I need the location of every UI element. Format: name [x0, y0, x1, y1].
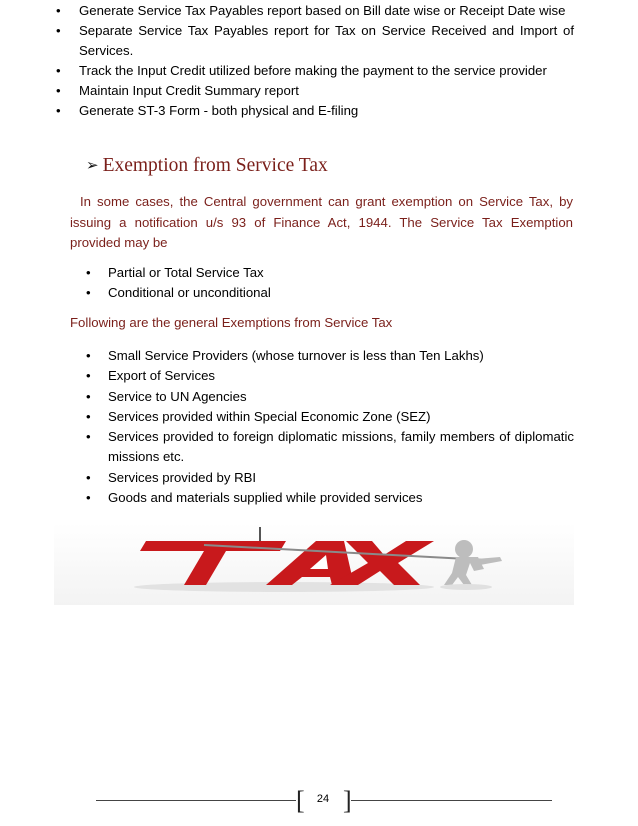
list-item: • Services provided by RBI	[86, 468, 574, 488]
list-item: • Goods and materials supplied while provided services	[86, 488, 574, 508]
top-bullet-list	[54, 1, 574, 121]
left-brace-icon: [	[296, 786, 305, 815]
general-exemptions-list	[86, 346, 574, 508]
tax-banner-image	[54, 523, 574, 605]
list-item: • Services provided within Special Economic Zone (SEZ)	[86, 407, 574, 427]
page-number: 24	[316, 793, 330, 805]
page-footer	[96, 786, 552, 816]
list-item: • Separate Service Tax Payables report for Tax on Service Received and Import of Services.	[54, 21, 574, 61]
list-item: • Generate Service Tax Payables report based on Bill date wise or Receipt Date wise	[54, 1, 574, 21]
arrow-bullet-icon: ➢	[86, 158, 99, 174]
list-item: • Services provided to foreign diplomatic missions, family members of diplomatic missions etc.	[86, 427, 574, 468]
general-exemptions-heading: Following are the general Exemptions from Service Tax	[70, 315, 393, 330]
list-item: • Maintain Input Credit Summary report	[54, 81, 574, 101]
list-item: • Small Service Providers (whose turnover is less than Ten Lakhs)	[86, 346, 574, 366]
intro-paragraph: In some cases, the Central government can grant exemption on Service Tax, by issuing a notification u/s 93 of Finance Act, 1944. The Service Tax Exemption provided may be	[70, 194, 573, 250]
list-item: • Service to UN Agencies	[86, 387, 574, 407]
list-item: • Track the Input Credit utilized before making the payment to the service provider	[54, 61, 574, 81]
right-brace-icon: ]	[343, 786, 352, 815]
footer-rule-right	[351, 800, 552, 801]
list-item: • Export of Services	[86, 366, 574, 386]
list-item: • Partial or Total Service Tax	[86, 263, 574, 283]
list-item: • Generate ST-3 Form - both physical and E-filing	[54, 101, 574, 121]
section-heading	[86, 155, 328, 177]
section-title: Exemption from Service Tax	[102, 155, 328, 176]
footer-rule-left	[96, 800, 296, 801]
exemption-types-list	[86, 263, 574, 304]
list-item: • Conditional or unconditional	[86, 283, 574, 303]
